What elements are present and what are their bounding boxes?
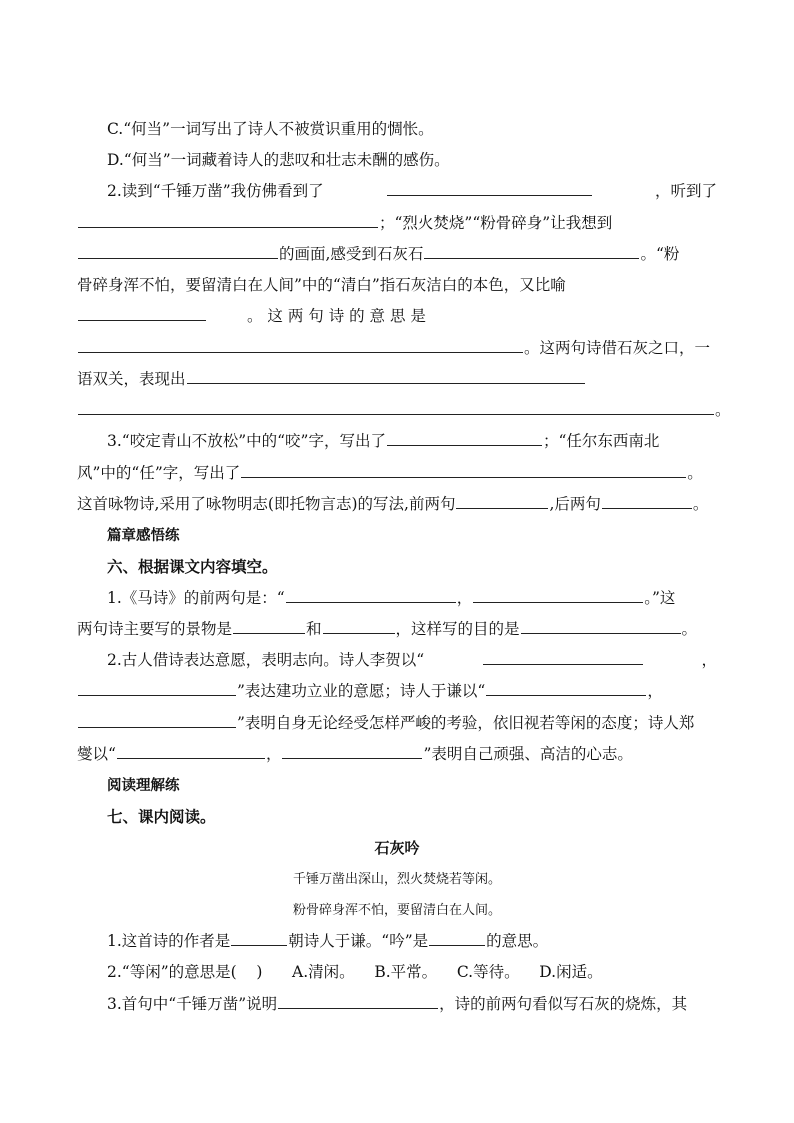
answer-blank[interactable] <box>78 242 278 259</box>
answer-blank[interactable] <box>117 742 265 759</box>
answer-blank[interactable] <box>78 398 714 415</box>
answer-blank[interactable] <box>231 929 287 946</box>
section-6-heading: 六、根据课文内容填空。 <box>107 557 278 576</box>
poem-line-2: 粉骨碎身浑不怕，要留清白在人间。 <box>292 903 501 918</box>
question-2-line-5: 。 这 两 句 诗 的 意 思 是 <box>77 301 717 332</box>
answer-blank[interactable] <box>187 367 585 384</box>
answer-blank[interactable] <box>323 617 395 634</box>
answer-blank[interactable] <box>233 617 305 634</box>
question-2-line-3: 的画面,感受到石灰石 。“粉 <box>77 239 717 270</box>
section-label-reading: 阅读理解练 <box>107 777 180 794</box>
answer-blank[interactable] <box>278 992 438 1009</box>
answer-blank[interactable] <box>78 679 236 696</box>
answer-blank[interactable] <box>486 679 646 696</box>
answer-blank[interactable] <box>424 242 639 259</box>
question-2-line-2: ；“烈火焚烧”“粉骨碎身”让我想到 <box>77 208 717 239</box>
answer-blank[interactable] <box>473 586 643 603</box>
answer-blank[interactable] <box>387 179 592 196</box>
section-7-q3: 3.首句中“千锤万凿”说明 ，诗的前两句看似写石灰的烧炼，其 <box>107 989 717 1020</box>
answer-blank[interactable] <box>241 461 686 478</box>
question-2-line-8: 。 <box>77 395 717 426</box>
section-6-q2-line-2: ”表达建功立业的意愿；诗人于谦以“ ， <box>77 676 717 707</box>
answer-blank[interactable] <box>78 304 206 321</box>
section-6-q2-line-1: 2.古人借诗表达意愿，表明志向。诗人李贺以“ ， <box>107 645 717 676</box>
section-6-q2-line-4: 燮以“ ， ”表明自己顽强、高洁的心志。 <box>77 739 717 770</box>
option-c: C.“何当”一词写出了诗人不被赏识重用的惆怅。 <box>107 120 434 138</box>
answer-blank[interactable] <box>78 711 236 728</box>
section-7-q1: 1.这首诗的作者是 朝诗人于谦。“吟”是 的意思。 <box>107 926 717 957</box>
answer-blank[interactable] <box>282 742 422 759</box>
poem-title: 石灰吟 <box>374 839 420 857</box>
section-6-q1-line-1: 1.《马诗》的前两句是：“ ， 。”这 <box>107 583 717 614</box>
section-7-heading: 七、课内阅读。 <box>107 807 216 826</box>
question-2-line-1: 2.读到“千锤万凿”我仿佛看到了 ，听到了 <box>107 176 717 207</box>
answer-blank[interactable] <box>387 429 542 446</box>
answer-blank[interactable] <box>78 336 523 353</box>
question-2-line-6: 。这两句诗借石灰之口，一 <box>77 333 717 364</box>
answer-blank[interactable] <box>78 211 378 228</box>
answer-blank[interactable] <box>521 617 681 634</box>
poem-line-1: 千锤万凿出深山，烈火焚烧若等闲。 <box>292 872 501 887</box>
section-7-q2: 2.“等闲”的意思是( ) A.清闲。 B.平常。 C.等待。 D.闲适。 <box>107 963 603 981</box>
section-label-reflection: 篇章感悟练 <box>107 527 180 544</box>
section-6-q1-line-2: 两句诗主要写的景物是 和 ，这样写的目的是 。 <box>77 614 717 645</box>
answer-blank[interactable] <box>429 929 485 946</box>
question-3-line-2: 风”中的“任”字，写出了 。 <box>77 458 717 489</box>
answer-blank[interactable] <box>456 492 548 509</box>
option-d: D.“何当”一词藏着诗人的悲叹和壮志未酬的感伤。 <box>107 151 450 169</box>
question-2-line-4: 骨碎身浑不怕，要留清白在人间”中的“清白”指石灰洁白的本色，又比喻 <box>77 276 566 294</box>
question-3-line-3: 这首咏物诗,采用了咏物明志(即托物言志)的写法,前两句 ,后两句 。 <box>77 489 717 520</box>
answer-blank[interactable] <box>483 648 643 665</box>
section-6-q2-line-3: ”表明自身无论经受怎样严峻的考验，依旧视若等闲的态度；诗人郑 <box>77 708 717 739</box>
question-3-line-1: 3.“咬定青山不放松”中的“咬”字，写出了 ；“任尔东西南北 <box>107 426 717 457</box>
answer-blank[interactable] <box>602 492 692 509</box>
question-2-line-7: 语双关，表现出 <box>77 364 717 395</box>
answer-blank[interactable] <box>286 586 456 603</box>
